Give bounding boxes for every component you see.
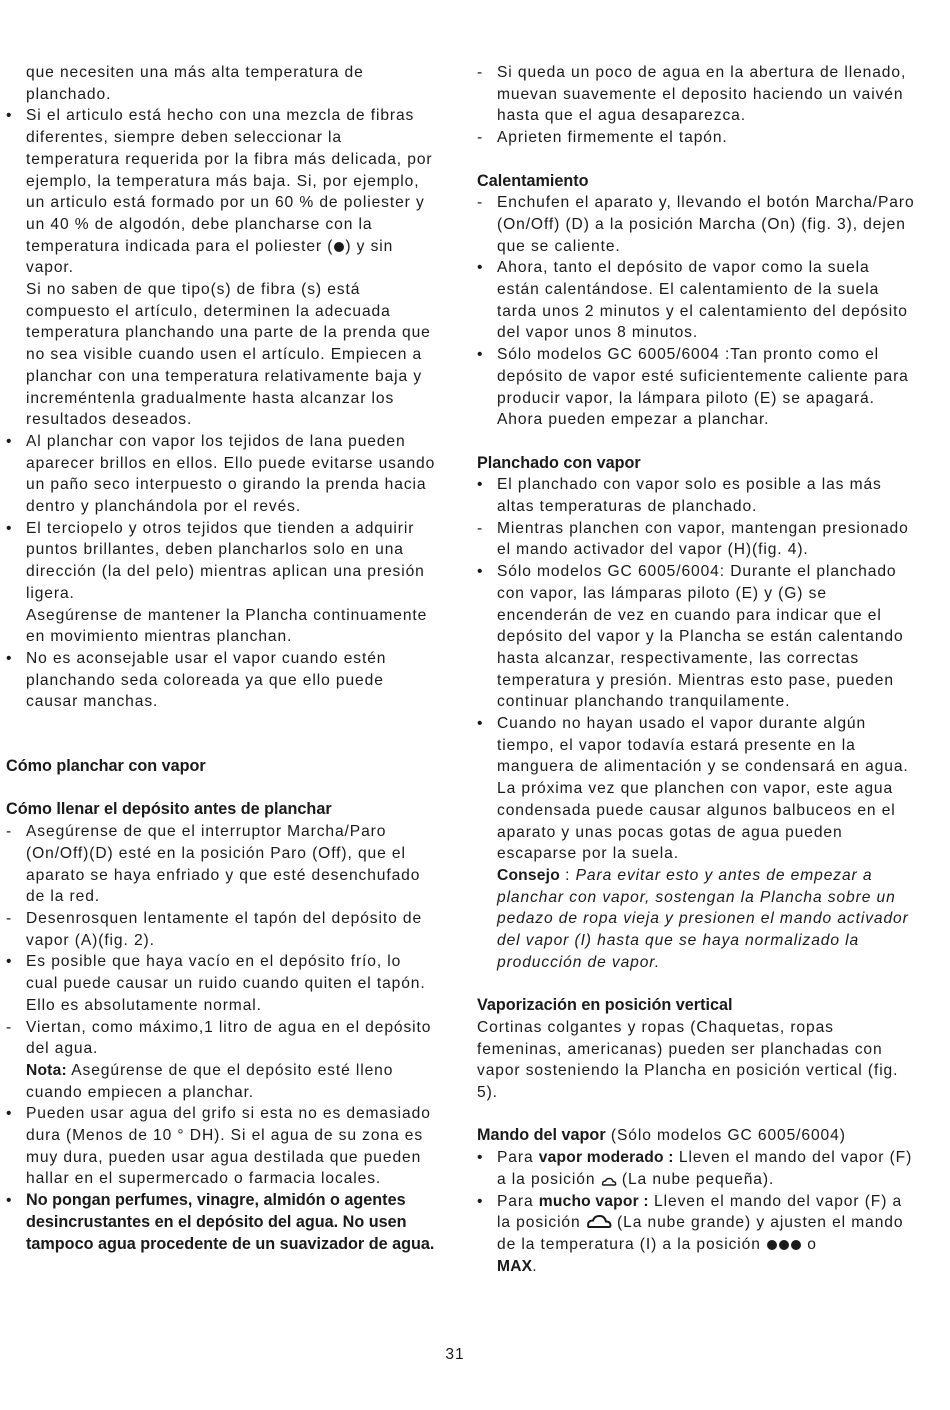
temperature-dot-icon: [334, 242, 344, 252]
paragraph-text: Viertan, como máximo,1 litro de agua en el depósito del agua.: [26, 1018, 432, 1058]
list-item: [477, 62, 917, 127]
paragraph-text: No es aconsejable usar el vapor cuando estén planchando seda coloreada ya que ello puede causar manchas.: [26, 649, 387, 711]
paragraph-text: El terciopelo y otros tejidos que tienden a adquirir puntos brillantes, deben plancharlos solo en una dirección (la del pelo) mientras aplican una presión ligera.: [26, 519, 425, 602]
heading-main: Mando del vapor: [477, 1126, 606, 1145]
section-heading: [477, 1125, 917, 1147]
list-item: [477, 518, 917, 561]
paragraph-text: Asegúrense de que el interruptor Marcha/Paro (On/Off)(D) esté en la posición Paro (Off), que el aparato se haya enfriado y que esté desenchufado de la red.: [26, 823, 421, 906]
paragraph-text: Sólo modelos GC 6005/6004: Durante el planchado con vapor, las lámparas piloto (E) y (G) se encenderán de vez en cuando para indicar que el depósito del vapor y la Plancha se están calentando hasta alcanzar, respectivamente, las correctas temperatura y presión. Mientras esto pase, pueden continuar planchando tranquilamente.: [497, 563, 904, 711]
bullet: •: [6, 107, 13, 125]
paragraph: Cortinas colgantes y ropas (Chaquetas, ropas femeninas, americanas) pueden ser planchadas con vapor sosteniendo la Plancha en posición vertical (fig. 5).: [477, 1018, 899, 1101]
spacer: [6, 778, 436, 800]
paragraph-text: Cuando no hayan usado el vapor durante algún tiempo, el vapor todavía estará presente en la manguera de alimentación y se condensará en agua. La próxima vez que planchen con vapor, este agua condensada puede causar algunos balbuceos en el aparato y unas pocas gotas de agua pueden escaparse por la suela.: [497, 715, 909, 863]
bullet: •: [477, 259, 484, 277]
paragraph-text: Al planchar con vapor los tejidos de lana pueden aparecer brillos en ellos. Ello puede evitarse usando un paño seco interpuesto o girando la prenda hacia dentro y planchándola por el revés.: [26, 432, 436, 516]
bullet: •: [477, 1192, 484, 1210]
bullet: •: [6, 1192, 13, 1210]
max-label: MAX: [497, 1257, 533, 1275]
bullet: •: [477, 563, 484, 581]
tip-separator: :: [559, 866, 576, 884]
paragraph-text: Enchufen el aparato y, llevando el botón Marcha/Paro (On/Off) (D) a la posición Marcha (On) (fig. 3), dejen que se caliente.: [497, 194, 915, 255]
paragraph-text: Desenrosquen lentamente el tapón del depósito de vapor (A)(fig. 2).: [26, 910, 423, 949]
list-item: [477, 1191, 917, 1278]
paragraph-text: Lleven el mando del vapor (F) a la posición: [497, 1192, 903, 1232]
section-heading: Calentamiento: [477, 171, 589, 190]
list-item: [477, 257, 917, 344]
paragraph-text: .: [532, 1257, 538, 1275]
note-text: Asegúrense de que el depósito esté lleno cuando empiecen a planchar.: [26, 1061, 394, 1101]
right-column: [477, 62, 917, 1277]
paragraph: Ello es absolutamente normal.: [26, 996, 262, 1014]
section-heading: Planchado con vapor: [477, 453, 641, 472]
bullet: •: [6, 1105, 13, 1123]
list-item: [477, 192, 917, 257]
paragraph-text: Pueden usar agua del grifo si esta no es demasiado dura (Menos de 10 ° DH). Si el agua de su zona es muy dura, pueden usar agua destilada que pueden hallar en el supermercado o farmacia locales.: [26, 1105, 431, 1188]
heading-suffix: (Sólo modelos GC 6005/6004): [605, 1127, 846, 1145]
paragraph-text: Para: [497, 1149, 539, 1167]
paragraph-text: Si el articulo está hecho con una mezcla de fibras diferentes, siempre deben seleccionar la temperatura requerida por la fibra más delicada, por ejemplo, la temperatura más baja. Si, por ejemplo, un articulo está formado por un 60 % de poliester y un 40 % de algodón, debe plancharse con la temperatura indicada para el poliester (: [26, 107, 433, 255]
large-cloud-icon: [586, 1212, 612, 1230]
paragraph-text: Lleven el mando del vapor (F) a la posición: [497, 1149, 913, 1188]
temperature-dot-icon: [779, 1240, 789, 1250]
paragraph-text: Si queda un poco de agua en la abertura de llenado, muevan suavemente el deposito haciendo un vaivén hasta que el agua desaparezca.: [497, 64, 907, 125]
left-column: [6, 62, 436, 1255]
list-item: [477, 474, 917, 517]
dash: -: [6, 823, 13, 841]
paragraph-text: Sólo modelos GC 6005/6004 :Tan pronto como el depósito de vapor esté suficientemente caliente para producir vapor, la lámpara piloto (E) se apagará. Ahora pueden empezar a planchar.: [497, 346, 909, 429]
list-item: [477, 1147, 917, 1190]
dash: -: [477, 129, 484, 147]
tip-label: Consejo: [497, 866, 560, 884]
list-item: [6, 518, 436, 605]
paragraph-text: (La nube pequeña).: [616, 1170, 775, 1188]
setting-label: mucho vapor :: [538, 1192, 649, 1210]
paragraph-text: Aprieten firmemente el tapón.: [497, 129, 728, 147]
bullet: •: [6, 953, 13, 971]
note-label: Nota:: [26, 1061, 67, 1079]
bullet: •: [6, 519, 13, 537]
bullet: •: [477, 346, 484, 364]
bullet: •: [6, 649, 13, 667]
bullet: •: [477, 1149, 484, 1167]
list-item: [477, 713, 917, 865]
paragraph-text: Ahora, tanto el depósito de vapor como la suela están calentándose. El calentamiento de la suela tarda unos 2 minutos y el calentamiento del depósito del vapor unos 8 minutos.: [497, 259, 908, 342]
bullet: •: [477, 715, 484, 733]
paragraph: Si no saben de que tipo(s) de fibra (s) está compuesto el artículo, determinen la adecuada temperatura planchando una parte de la prenda que no sea visible cuando usen el artículo. Empiecen a planchar con una temperatura relativamente baja y increméntenla gradualmente hasta alcanzar los resultados deseados.: [26, 281, 431, 429]
temperature-dot-icon: [791, 1240, 801, 1250]
spacer: [6, 713, 436, 756]
spacer: [477, 431, 917, 453]
dash: -: [477, 519, 484, 537]
section-heading: Cómo llenar el depósito antes de planchar: [6, 800, 332, 819]
paragraph-text: El planchado con vapor solo es posible a las más altas temperaturas de planchado.: [497, 476, 882, 516]
warning-text: No pongan perfumes, vinagre, almidón o agentes desincrustantes en el depósito del agua. No usen tampoco agua procedente de un suavizador de agua.: [26, 1191, 435, 1253]
setting-label: vapor moderado :: [538, 1149, 674, 1167]
list-item: [6, 908, 436, 951]
list-item: [477, 344, 917, 431]
list-item: [6, 951, 436, 994]
section-heading: Cómo planchar con vapor: [6, 757, 206, 776]
tip-text: Para evitar esto y antes de empezar a planchar con vapor, sostengan la Plancha sobre un pedazo de ropa vieja y presionen el mando activador del vapor (I) hasta que se haya normalizado la producción de vapor.: [497, 866, 909, 971]
dash: -: [6, 1018, 13, 1036]
spacer: [477, 1104, 917, 1126]
paragraph-text: Es posible que haya vacío en el depósito frío, lo cual puede causar un ruido cuando quiten el tapón.: [26, 953, 426, 993]
spacer: [477, 149, 917, 171]
list-item: [6, 821, 436, 908]
list-item: [6, 431, 436, 518]
list-item: [6, 1103, 436, 1190]
paragraph-text: Mientras planchen con vapor, mantengan presionado el mando activador del vapor (H)(fig. 4).: [497, 519, 909, 559]
paragraph: Asegúrense de mantener la Plancha continuamente en movimiento mientras planchan.: [26, 606, 428, 646]
note: [6, 1060, 436, 1103]
paragraph-text: o: [802, 1235, 817, 1253]
dash: -: [477, 194, 484, 212]
paragraph-text: ) y sin vapor.: [26, 237, 394, 277]
bullet: •: [477, 476, 484, 494]
bullet: •: [6, 432, 13, 450]
dash: -: [6, 910, 13, 927]
small-cloud-icon: [601, 1175, 617, 1187]
dash: -: [477, 64, 484, 81]
list-item: [6, 1190, 436, 1255]
tip: [477, 865, 917, 974]
list-item: [477, 127, 917, 149]
paragraph-text: (La nube grande) y ajusten el mando de la temperatura (I) a la posición: [497, 1214, 904, 1253]
temperature-dot-icon: [767, 1240, 777, 1250]
page-number: 31: [445, 1346, 465, 1363]
list-item: [6, 648, 436, 713]
list-item: [6, 1017, 436, 1060]
list-item: [477, 561, 917, 713]
paragraph: que necesiten una más alta temperatura de planchado.: [26, 64, 364, 103]
paragraph-text: Para: [497, 1192, 539, 1210]
spacer: [477, 974, 917, 996]
section-heading: Vaporización en posición vertical: [477, 996, 733, 1015]
list-item: [6, 105, 436, 279]
